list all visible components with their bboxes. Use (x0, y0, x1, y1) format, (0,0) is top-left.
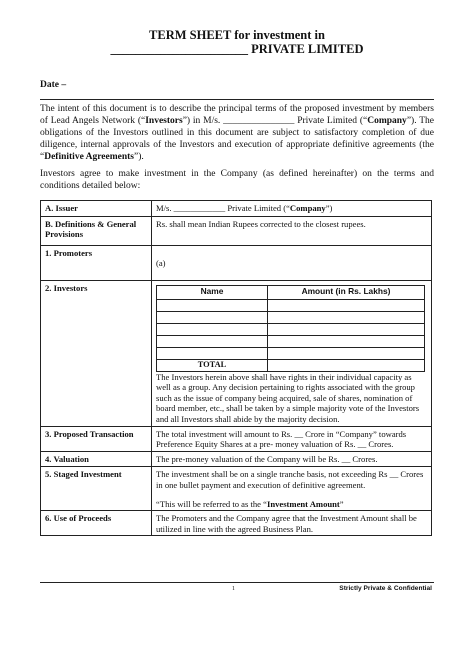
table-row (41, 511, 432, 536)
intro-paragraph (40, 103, 434, 163)
investment-amount-note: “This will be referred to as the “Investment Amount” (156, 498, 344, 509)
staged-investment-label: 5. Staged Investment (41, 467, 152, 511)
date-label: Date – (40, 80, 67, 90)
intro-text: The intent of this document is to describe the principal terms of the proposed investment by members of Lead Angels Network (“ (40, 104, 434, 126)
investor-amount-cell (268, 299, 425, 311)
investors-header-row (157, 285, 425, 299)
valuation-value: The pre-money valuation of the Company will be Rs. __ Crores. (152, 451, 432, 467)
table-row (41, 467, 432, 511)
document-subtitle: ______________________ PRIVATE LIMITED (110, 42, 364, 56)
table-row (41, 426, 432, 451)
company-term: Company (289, 203, 326, 213)
issuer-label: A. Issuer (41, 201, 152, 217)
definitions-label: B. Definitions & General Provisions (41, 216, 152, 245)
definitive-agreements-term: Definitive Agreements (44, 152, 135, 162)
confidentiality-notice: Strictly Private & Confidential (339, 585, 432, 592)
staged-investment-value: The investment shall be on a single tranche basis, not exceeding Rs __ Crores in one bullet payment and execution of definitive agreement. “This will be referred to as the “Investment Amount” (152, 467, 432, 511)
investors-label: 2. Investors (41, 280, 152, 426)
investors-total-row (157, 359, 425, 371)
intro-text: ”). (134, 152, 144, 162)
table-row (41, 451, 432, 467)
investor-name-cell (157, 299, 268, 311)
use-of-proceeds-label: 6. Use of Proceeds (41, 511, 152, 536)
document-title: TERM SHEET for investment in (149, 28, 325, 42)
proposed-transaction-label: 3. Proposed Transaction (41, 426, 152, 451)
investment-amount-term: Investment Amount (266, 498, 340, 509)
terms-table (40, 200, 432, 536)
table-row (41, 245, 432, 280)
proposed-transaction-value: The total investment will amount to Rs. __ Crore in “Company” towards Preference Equity Shares at a pre- money valuation of Rs. __ Crores. (152, 426, 432, 451)
issuer-value: M/s. ____________ Private Limited (“Company”) (152, 201, 432, 217)
investor-name-cell (157, 347, 268, 359)
investor-amount-cell (268, 323, 425, 335)
investor-amount-cell (268, 311, 425, 323)
table-row (41, 216, 432, 245)
investor-amount-cell (268, 335, 425, 347)
investor-amount-cell (268, 347, 425, 359)
investors-value (152, 280, 432, 426)
investor-name-cell (157, 311, 268, 323)
promoters-label: 1. Promoters (41, 245, 152, 280)
investor-row (157, 311, 425, 323)
investor-row (157, 347, 425, 359)
page-number: 1 (232, 586, 235, 592)
amount-column-header: Amount (in Rs. Lakhs) (268, 285, 425, 299)
name-column-header: Name (157, 285, 268, 299)
total-amount-cell (268, 359, 425, 371)
valuation-label: 4. Valuation (41, 451, 152, 467)
investor-name-cell (157, 323, 268, 335)
investor-rights-text: The Investors herein above shall have rights in their individual capacity as well as a group. Any decision pertaining to rights associated with the group such as the issue of company being acquired, sale of shares, nomination of board member, etc., shall be taken by a simple majority vote of the Investors and all Investors shall abide by the majority decision. (156, 371, 420, 424)
header-divider (40, 99, 434, 100)
investor-row (157, 323, 425, 335)
total-label: TOTAL (157, 359, 268, 371)
terms-intro-paragraph: Investors agree to make investment in the Company (as defined hereinafter) on the terms and conditions detailed below: (40, 169, 434, 191)
table-row (41, 201, 432, 217)
investors-term: Investors (145, 116, 183, 126)
promoters-value: (a) (152, 245, 432, 280)
investor-row (157, 335, 425, 347)
intro-text: ”). The obligations of the Investors outlined in this document are subject to satisfactory completion of due diligence, internal approvals of the Investors and execution of appropriate definitive agreements (the “ (40, 116, 434, 162)
footer-divider (40, 582, 434, 583)
investor-row (157, 299, 425, 311)
use-of-proceeds-value: The Promoters and the Company agree that the Investment Amount shall be utilized in line with the agreed Business Plan. (152, 511, 432, 536)
company-term: Company (367, 116, 407, 126)
table-row (41, 280, 432, 426)
definitions-value: Rs. shall mean Indian Rupees corrected to the closest rupees. (152, 216, 432, 245)
investors-table (156, 285, 425, 372)
intro-text: ”) in M/s. _______________ Private Limited (“ (182, 116, 368, 126)
investor-name-cell (157, 335, 268, 347)
